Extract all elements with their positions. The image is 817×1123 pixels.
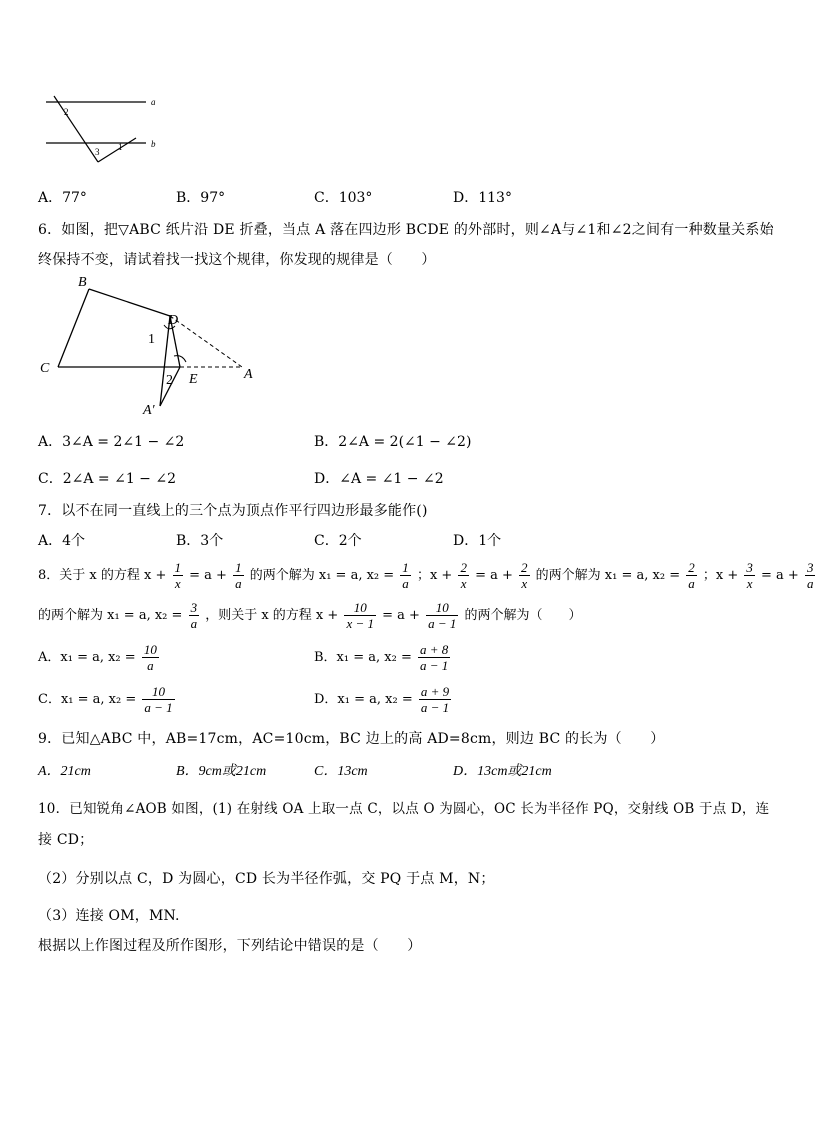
q6-option-b[interactable]: B．2∠A = 2(∠1 − ∠2) (314, 434, 472, 450)
q5-option-b[interactable]: B．97° (176, 190, 226, 206)
label-b: b (151, 139, 156, 149)
q5-figure (40, 92, 170, 168)
angle-1-label: 1 (118, 142, 123, 152)
q8-stem-line1: 8．关于 x 的方程 x + $\frac{1}{x}$ = a + $\frac{1}{a}$ 的两个解为 x₁ = a, x₂ = $\frac{1}{a}$ ；x + $\frac{2}{x}$ = a + $\frac{2}{x}$ 的两个解为 x₁ = a, x₂ = $\frac{2}{a}$ ；x + $\frac{3}{x}$ = a + $\frac{3}{a}$ (38, 560, 814, 591)
angle-1-label: 1 (148, 332, 155, 347)
vertex-a-prime: A′ (143, 403, 155, 418)
q8-option-c[interactable]: C．x₁ = a, x₂ = $\frac{10}{a - 1}$ (38, 684, 173, 715)
q10-question: 根据以上作图过程及所作图形，下列结论中错误的是（ ） (38, 938, 422, 954)
q6-figure (36, 272, 266, 420)
q5-option-d[interactable]: D．113° (453, 190, 512, 206)
q8-stem-line2: 的两个解为 x₁ = a, x₂ = $\frac{3}{a}$ ，则关于 x 的方程 x + $\frac{10}{x - 1}$ = a + $\frac{10}{a - 1}$ 的两个解为（ ） (38, 600, 582, 631)
transversal-1 (54, 96, 98, 162)
q10-stem-line1: 10．已知锐角∠AOB 如图，(1) 在射线 OA 上取一点 C，以点 O 为圆心，OC 长为半径作 PQ，交射线 OB 于点 D，连 (38, 801, 770, 817)
q10-step-2: （2）分别以点 C，D 为圆心，CD 长为半径作弧，交 PQ 于点 M，N； (38, 871, 495, 887)
q8-option-d[interactable]: D．x₁ = a, x₂ = $\frac{a + 9}{a - 1}$ (314, 684, 450, 715)
q7-stem: 7．以不在同一直线上的三个点为顶点作平行四边形最多能作() (38, 503, 428, 519)
vertex-b: B (78, 275, 87, 290)
angle-3-label: 3 (95, 147, 100, 157)
angle-2-label: 2 (64, 107, 69, 117)
vertex-a: A (244, 367, 253, 382)
q8-option-b[interactable]: B．x₁ = a, x₂ = $\frac{a + 8}{a - 1}$ (314, 642, 449, 673)
vertex-e: E (189, 372, 198, 387)
q9-option-b[interactable]: B．9cm或21cm (176, 764, 267, 779)
vertex-d: D (168, 313, 179, 328)
q7-option-c[interactable]: C．2个 (314, 533, 362, 549)
transversal-2 (98, 138, 136, 162)
q9-stem: 9．已知△ABC 中，AB=17cm，AC=10cm，BC 边上的高 AD=8cm，则边 BC 的长为（ ） (38, 731, 665, 747)
q6-option-d[interactable]: D．∠A = ∠1 − ∠2 (314, 471, 444, 487)
q6-stem-line1: 6．如图，把▽ABC 纸片沿 DE 折叠，当点 A 落在四边形 BCDE 的外部时，则∠A与∠1和∠2之间有一种数量关系始 (38, 222, 774, 238)
q6-option-a[interactable]: A．3∠A = 2∠1 − ∠2 (38, 434, 185, 450)
q6-stem-line2: 终保持不变，请试着找一找这个规律，你发现的规律是（ ） (38, 252, 436, 268)
q8-option-a[interactable]: A．x₁ = a, x₂ = $\frac{10}{a}$ (38, 642, 157, 673)
q5-option-c[interactable]: C．103° (314, 190, 373, 206)
q7-option-d[interactable]: D．1个 (453, 533, 502, 549)
q10-stem-line2: 接 CD； (38, 832, 94, 848)
q6-option-c[interactable]: C．2∠A = ∠1 − ∠2 (38, 471, 176, 487)
angle-2-label: 2 (166, 373, 173, 388)
q10-step-3: （3）连接 OM，MN. (38, 908, 180, 924)
q9-option-d[interactable]: D．13cm或21cm (453, 764, 552, 779)
q7-option-b[interactable]: B．3个 (176, 533, 224, 549)
q9-option-c[interactable]: C．13cm (314, 764, 368, 779)
q9-option-a[interactable]: A．21cm (38, 764, 91, 779)
q5-option-a[interactable]: A．77° (38, 190, 87, 206)
label-a: a (151, 97, 156, 107)
q7-option-a[interactable]: A．4个 (38, 533, 86, 549)
vertex-c: C (40, 361, 50, 376)
